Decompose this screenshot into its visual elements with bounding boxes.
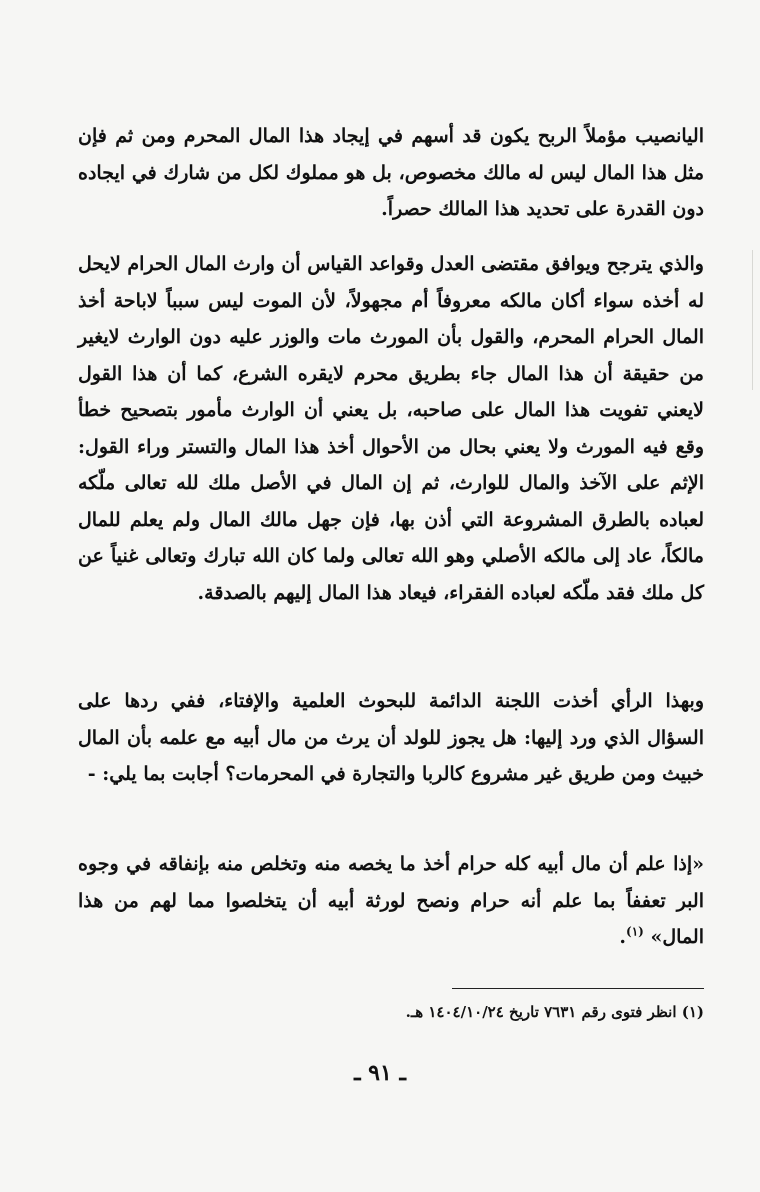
page-number: ـ ٩١ ـ [354, 1060, 406, 1086]
footnote: (١) انظر فتوى رقم ٧٦٣١ تاريخ ١٤٠٤/١٠/٢٤ هـ. [405, 1003, 704, 1021]
paragraph-3: وبهذا الرأي أخذت اللجنة الدائمة للبحوث العلمية والإفتاء، ففي ردها على السؤال الذي ورد إليها: هل يجوز للولد أن يرث من مال أبيه مع علمه بأن المال خبيث ومن طريق غير مشروع كالربا والتجارة في المحرمات؟ أجابت بما يلي: - [78, 690, 704, 785]
quoted-fatwa: «إذا علم أن مال أبيه كله حرام أخذ ما يخصه منه وتخلص منه بإنفاقه في وجوه البر تعففاً بما علم أنه حرام ونصح لورثة أبيه أن يتخلصوا مما لهم من هذا المال» $^{(١)}$. [78, 853, 704, 948]
paragraph-1: اليانصيب مؤملاً الربح يكون قد أسهم في إيجاد هذا المال المحرم ومن ثم فإن مثل هذا المال ليس له مالك مخصوص، بل هو مملوك لكل من شارك في ايجاده دون القدرة على تحديد هذا المالك حصراً. [78, 125, 704, 220]
footnote-divider [452, 988, 704, 989]
paragraph-2: والذي يترجح ويوافق مقتضى العدل وقواعد القياس أن وارث المال الحرام لايحل له أخذه سواء أكان مالكه معروفاً أم مجهولاً، لأن الموت ليس سبباً لاباحة أخذ المال الحرام المحرم، والقول بأن المورث مات والوزر عليه دون الوارث لايغير من حقيقة أن هذا المال جاء بطريق محرم لايقره الشرع، كما أن هذا القول لايعني تفويت هذا المال على صاحبه، بل يعني أن الوارث مأمور بتصحيح خطأ وقع فيه المورث ولا يعني بحال من الأحوال أخذ هذا المال والتستر وراء القول: الإثم على الآخذ والمال للوارث، ثم إن المال في الأصل ملك لله تعالى ملّكه لعباده بالطرق المشروعة التي أذن بها، فإن جهل مالك المال ولم يعلم للمال مالكاً، عاد إلى مالكه الأصلي وهو الله تعالى ولما كان الله تبارك وتعالى غنياً عن كل ملك فقد ملّكه لعباده الفقراء، فيعاد هذا المال إليهم بالصدقة. [78, 253, 704, 604]
footnote-reference: (١) [626, 924, 644, 939]
page-edge-mark [752, 250, 753, 390]
quoted-fatwa-text: «إذا علم أن مال أبيه كله حرام أخذ ما يخصه منه وتخلص منه بإنفاقه في وجوه البر تعففاً بما علم أنه حرام ونصح لورثة أبيه أن يتخلصوا مما لهم من هذا المال» [78, 853, 704, 948]
